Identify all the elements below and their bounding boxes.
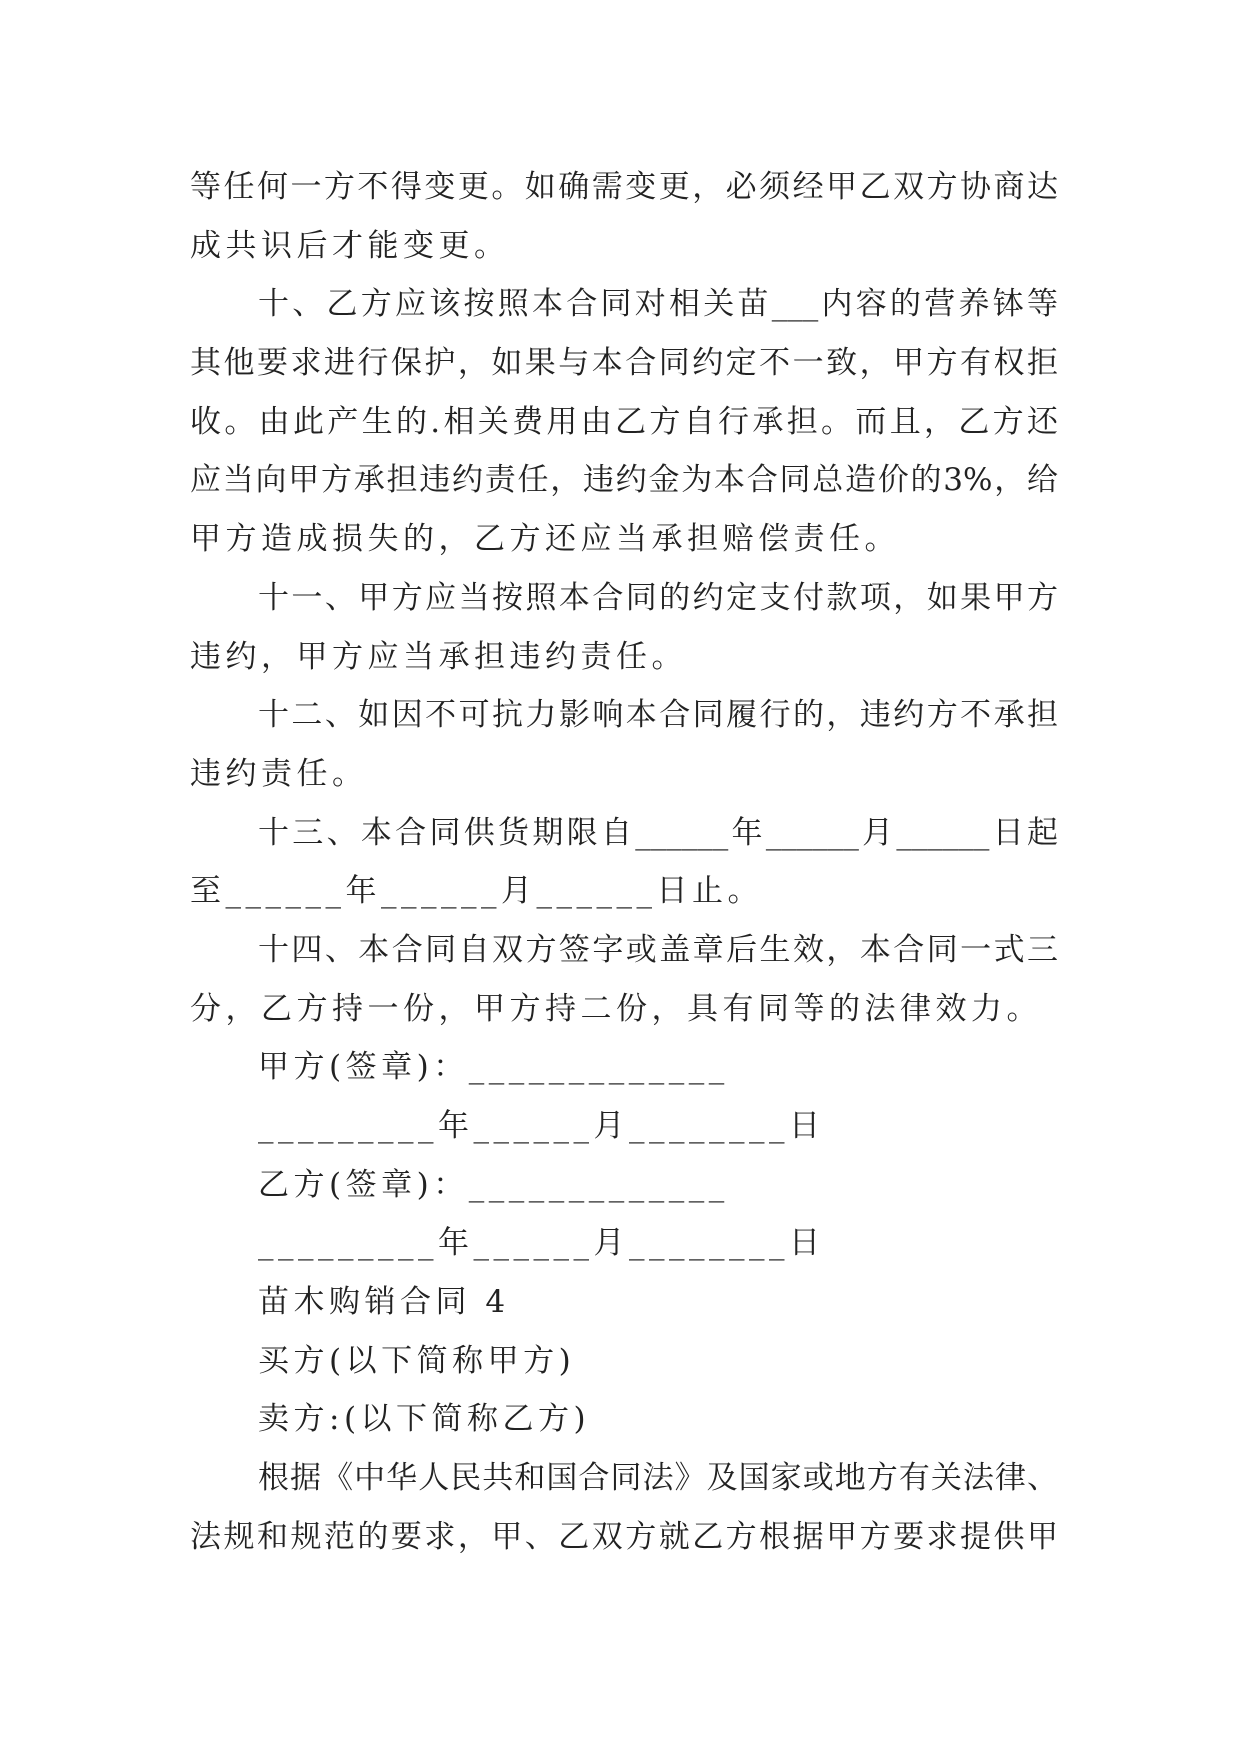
- party-b-signature: 乙方(签章)：_____________: [258, 1166, 729, 1203]
- text-line: 其他要求进行保护，如果与本合同约定不一致，甲方有权拒: [190, 345, 1058, 382]
- clause-12-line: 十二、如因不可抗力影响本合同履行的，违约方不承担: [258, 697, 1058, 734]
- clause-14-line: 十四、本合同自双方签字或盖章后生效，本合同一式三: [258, 931, 1058, 968]
- clause-11-line: 十一、甲方应当按照本合同的约定支付款项，如果甲方: [258, 579, 1058, 616]
- buyer-line: 买方(以下简称甲方): [258, 1342, 576, 1379]
- text-line: 至______年______月______日止。: [190, 873, 763, 910]
- document-page: [190, 158, 1058, 1567]
- text-line: 等任何一方不得变更。如确需变更，必须经甲乙双方协商达: [190, 169, 1058, 205]
- clause-13-line: 十三、本合同供货期限自______年______月______日起: [258, 814, 1058, 851]
- clause-10-line: 十、乙方应该按照本合同对相关苗___内容的营养钵等: [258, 286, 1058, 323]
- contract-title: 苗木购销合同 4: [258, 1284, 510, 1321]
- party-b-date: _________年______月________日: [258, 1225, 825, 1262]
- text-line: 收。由此产生的.相关费用由乙方自行承担。而且，乙方还: [190, 403, 1058, 440]
- text-line: 分，乙方持一份，甲方持二份，具有同等的法律效力。: [190, 990, 1042, 1027]
- text-line: 甲方造成损失的，乙方还应当承担赔偿责任。: [190, 521, 900, 558]
- text-line: 法规和规范的要求，甲、乙双方就乙方根据甲方要求提供甲: [190, 1518, 1058, 1555]
- party-a-signature: 甲方(签章)：_____________: [258, 1049, 729, 1086]
- text-line: 违约责任。: [190, 755, 368, 792]
- text-line: 根据《中华人民共和国合同法》及国家或地方有关法律、: [258, 1460, 1058, 1497]
- seller-line: 卖方:(以下简称乙方): [258, 1401, 591, 1438]
- text-line: 成共识后才能变更。: [190, 227, 510, 264]
- text-line: 违约，甲方应当承担违约责任。: [190, 638, 687, 675]
- party-a-date: _________年______月________日: [258, 1108, 825, 1144]
- text-line: 应当向甲方承担违约责任，违约金为本合同总造价的3%，给: [190, 462, 1058, 499]
